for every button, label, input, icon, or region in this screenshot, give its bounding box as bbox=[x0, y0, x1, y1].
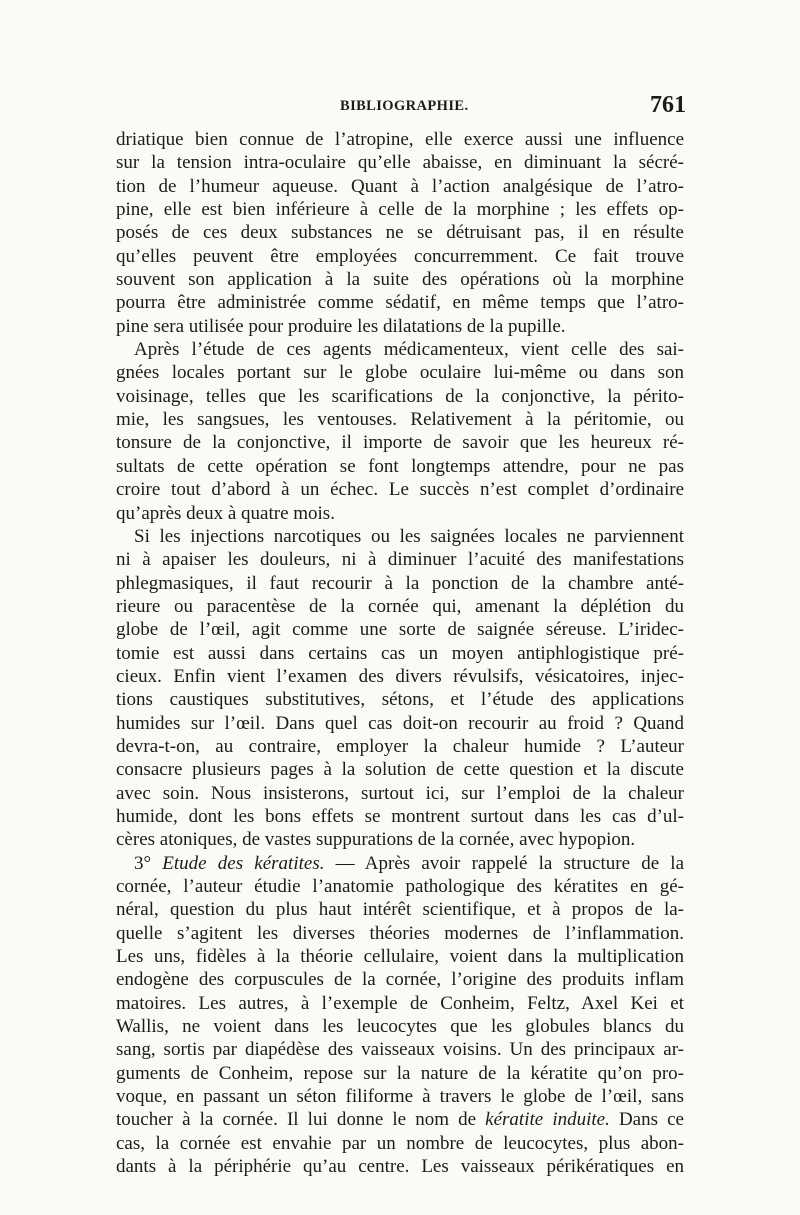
text-line: humide, dont les bons effets se montrent surtout dans les cas d’ul- bbox=[116, 805, 684, 827]
text-line: pine sera utilisée pour produire les dilatations de la pupille. bbox=[116, 315, 566, 337]
section-first-line-text: Après avoir rappelé la structure de la bbox=[364, 852, 685, 874]
text-line: mie, les sangsues, les ventouses. Relativement à la péritomie, ou bbox=[116, 409, 684, 431]
text-line: matoires. Les autres, à l’exemple de Conheim, Feltz, Axel Kei et bbox=[116, 992, 684, 1014]
text-line: guments de Conheim, repose sur la nature de la kératite qu’on pro- bbox=[116, 1062, 684, 1084]
text-line: qu’elles peuvent être employées concurremment. Ce fait trouve bbox=[116, 245, 684, 267]
section-dash: — bbox=[324, 852, 365, 874]
text-line: Les uns, fidèles à la théorie cellulaire, voient dans la multiplication bbox=[116, 946, 684, 968]
text-line: ni à apaiser les douleurs, ni à diminuer l’acuité des manifestations bbox=[116, 549, 684, 571]
text-line: Après l’étude de ces agents médicamenteux, vient celle des sai- bbox=[134, 339, 684, 361]
text-line: driatique bien connue de l’atropine, elle exerce aussi une influence bbox=[116, 129, 684, 150]
text-line: globe de l’œil, agit comme une sorte de saignée séreuse. L’iridec- bbox=[116, 619, 684, 641]
text-line: tions caustiques substitutives, sétons, et l’étude des applications bbox=[116, 689, 684, 711]
section-heading-line bbox=[116, 852, 684, 875]
text-line: cas, la cornée est envahie par un nombre de leucocytes, plus abon- bbox=[116, 1132, 684, 1154]
text-line: consacre plusieurs pages à la solution de cette question et la discute bbox=[116, 759, 684, 781]
text-line: endogène des corpuscules de la cornée, l’origine des produits inflam bbox=[116, 969, 684, 991]
text-line: néral, question du plus haut intérêt scientifique, et à propos de la- bbox=[116, 899, 684, 921]
text-line: phlegmasiques, il faut recourir à la ponction de la chambre anté- bbox=[116, 572, 684, 594]
body-text bbox=[116, 128, 684, 1178]
text-line: humides sur l’œil. Dans quel cas doit-on recourir au froid ? Quand bbox=[116, 712, 684, 734]
text-line: gnées locales portant sur le globe oculaire lui-même ou dans son bbox=[116, 362, 684, 384]
italic-term: kératite induite. bbox=[485, 1109, 610, 1131]
text-line: sur la tension intra-oculaire qu’elle abaisse, en diminuant la sécré- bbox=[116, 152, 684, 174]
text-line: pine, elle est bien inférieure à celle de la morphine ; les effets op- bbox=[116, 199, 684, 221]
text-line: croire tout d’abord à un échec. Le succès n’est complet d’ordinaire bbox=[116, 479, 684, 501]
page-header bbox=[116, 92, 686, 122]
text-segment: toucher à la cornée. Il lui donne le nom de bbox=[116, 1109, 486, 1131]
section-title: Etude des kératites. bbox=[162, 852, 325, 874]
text-line: cornée, l’auteur étudie l’anatomie pathologique des kératites en gé- bbox=[116, 876, 684, 897]
text-line: tion de l’humeur aqueuse. Quant à l’action analgésique de l’atro- bbox=[116, 175, 684, 197]
text-line: tonsure de la conjonctive, il importe de savoir que les heureux ré- bbox=[116, 432, 684, 454]
text-line: pourra être administrée comme sédatif, en même temps que l’atro- bbox=[116, 292, 684, 314]
text-segment: Dans ce bbox=[609, 1109, 684, 1131]
text-line: sultats de cette opération se font longtemps attendre, pour ne pas bbox=[116, 455, 684, 477]
text-line: cères atoniques, de vastes suppurations de la cornée, avec hypopion. bbox=[116, 829, 636, 851]
text-line: devra-t-on, au contraire, employer la chaleur humide ? L’auteur bbox=[116, 735, 684, 757]
text-line: tomie est aussi dans certains cas un moyen antiphlogistique pré- bbox=[116, 642, 684, 664]
section-number: 3° bbox=[134, 852, 152, 874]
text-line: qu’après deux à quatre mois. bbox=[116, 502, 335, 524]
text-line: dants à la périphérie qu’au centre. Les vaisseaux périkératiques en bbox=[116, 1156, 684, 1178]
text-line: rieure ou paracentèse de la cornée qui, amenant la déplétion du bbox=[116, 595, 684, 617]
text-line: voque, en passant un séton filiforme à travers le globe de l’œil, sans bbox=[116, 1086, 684, 1108]
text-line: Wallis, ne voient dans les leucocytes que les globules blancs du bbox=[116, 1016, 684, 1038]
text-line: souvent son application à la suite des opérations où la morphine bbox=[116, 269, 684, 291]
text-line-with-italic bbox=[116, 1108, 684, 1131]
text-line: voisinage, telles que les scarifications de la conjonctive, la périto- bbox=[116, 385, 684, 407]
running-title: BIBLIOGRAPHIE. bbox=[340, 98, 469, 114]
text-line: quelle s’agitent les diverses théories modernes de l’inflammation. bbox=[116, 922, 684, 944]
text-line: Si les injections narcotiques ou les saignées locales ne parviennent bbox=[134, 525, 684, 547]
page-number: 761 bbox=[650, 92, 686, 118]
text-line: posés de ces deux substances ne se détruisant pas, il en résulte bbox=[116, 222, 684, 244]
text-line: sang, sortis par diapédèse des vaisseaux voisins. Un des principaux ar- bbox=[116, 1039, 684, 1061]
text-line: avec soin. Nous insisterons, surtout ici, sur l’emploi de la chaleur bbox=[116, 782, 684, 804]
text-line: cieux. Enfin vient l’examen des divers révulsifs, vésicatoires, injec- bbox=[116, 665, 684, 687]
